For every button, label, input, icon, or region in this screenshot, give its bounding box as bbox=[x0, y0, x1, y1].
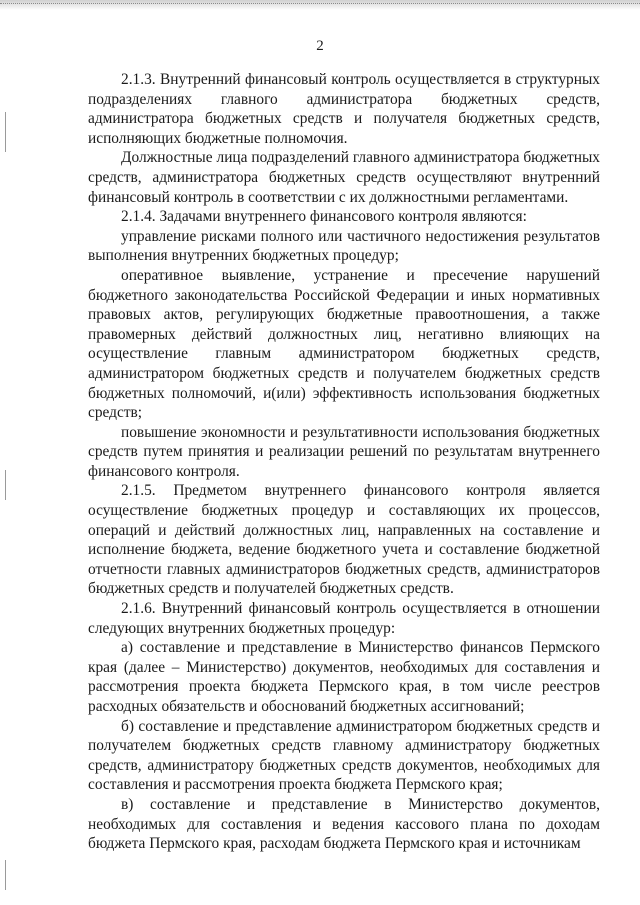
scan-edge-mark bbox=[5, 860, 6, 890]
scan-edge-mark bbox=[5, 470, 6, 500]
scan-top-edge bbox=[0, 0, 640, 10]
paragraph-item-v: в) составление и представление в Министерство документов, необходимых для составления и ведения кассового плана по доходам бюджета Пермского края, расходам бюджета Пермского края и источникам bbox=[88, 795, 600, 853]
paragraph-efficiency: повышение экономности и результативности использования бюджетных средств путем принятия и реализации решений по результатам внутреннего финансового контроля. bbox=[88, 423, 600, 480]
paragraph-risk-management: управление рисками полного или частичного недостижения результатов выполнения внутренних бюджетных процедур; bbox=[88, 227, 600, 265]
paragraph-2-1-3: 2.1.3. Внутренний финансовый контроль осуществляется в структурных подразделениях главного администратора бюджетных средств, администратора бюджетных средств и получателя бюджетных средств, исполняющих бюджетные полномочия. bbox=[88, 71, 600, 147]
document-body bbox=[88, 70, 600, 854]
paragraph-item-b: б) составление и представление администратором бюджетных средств и получателем бюджетных средств главному администратору бюджетных средств, администратору бюджетных средств документов, необходимых для составления и рассмотрения проекта бюджета Пермского края; bbox=[88, 717, 600, 794]
paragraph-item-a: а) составление и представление в Министерство финансов Пермского края (далее – Министерство) документов, необходимых для составления и рассмотрения проекта бюджета Пермского края, в том числе реестров расходных обязательств и обоснований бюджетных ассигнований; bbox=[88, 639, 600, 715]
paragraph-2-1-4: 2.1.4. Задачами внутреннего финансового контроля являются: bbox=[121, 208, 527, 226]
scan-edge-mark bbox=[5, 112, 6, 152]
paragraph-officials: Должностные лица подразделений главного администратора бюджетных средств, администратора бюджетных средств осуществляют внутренний финансовый контроль в соответствии с их должностными регламентами. bbox=[88, 149, 600, 206]
paragraph-2-1-5: 2.1.5. Предметом внутреннего финансового контроля является осуществление бюджетных процедур и составляющих их процессов, операций и действий должностных лиц, направленных на составление и исполнение бюджета, ведение бюджетного учета и составление бюджетной отчетности главных администраторов бюджетных средств, администраторов бюджетных средств и получателей бюджетных средств. bbox=[88, 482, 600, 598]
paragraph-violations: оперативное выявление, устранение и пресечение нарушений бюджетного законодательства Российской Федерации и иных нормативных правовых актов, регулирующих бюджетные правоотношения, а также правомерных действий должностных лиц, негативно влияющих на осуществление главным администратором бюджетных средств, администратором бюджетных средств и получателем бюджетных средств бюджетных полномочий, и(или) эффективность использования бюджетных средств; bbox=[88, 266, 600, 422]
paragraph-2-1-6: 2.1.6. Внутренний финансовый контроль осуществляется в отношении следующих внутренних бюджетных процедур: bbox=[88, 600, 600, 637]
page-number: 2 bbox=[316, 38, 324, 54]
